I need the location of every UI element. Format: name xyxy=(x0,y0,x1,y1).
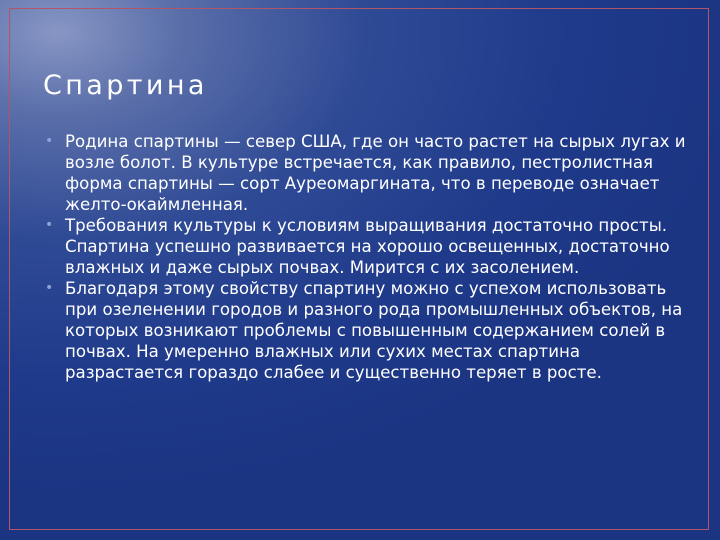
bullet-icon: • xyxy=(45,280,54,296)
bullet-icon: • xyxy=(45,133,54,149)
bullet-item xyxy=(45,131,695,215)
bullet-item xyxy=(45,215,695,278)
bullet-list xyxy=(45,131,695,383)
bullet-text: Благодаря этому свойству спартину можно с успехом использовать при озеленении городов и разного рода промышленных объектов, на которых возникают проблемы с повышенным содержанием солей в почвах. На умеренно влажных или сухих местах спартина разрастается гораздо слабее и существенно теряет в росте. xyxy=(65,279,683,382)
bullet-text: Родина спартины — север США, где он часто растет на сырых лугах и возле болот. В культуре встречается, как правило, пестролистная форма спартины — сорт Ауреомаргината, что в переводе означает желто-окаймленная. xyxy=(65,132,686,214)
bullet-item xyxy=(45,278,695,383)
bullet-icon: • xyxy=(45,217,54,233)
bullet-text: Требования культуры к условиям выращивания достаточно просты. Спартина успешно развивается на хорошо освещенных, достаточно влажных и даже сырых почвах. Мирится с их засолением. xyxy=(65,216,670,277)
slide-title: Спартина xyxy=(43,70,208,101)
